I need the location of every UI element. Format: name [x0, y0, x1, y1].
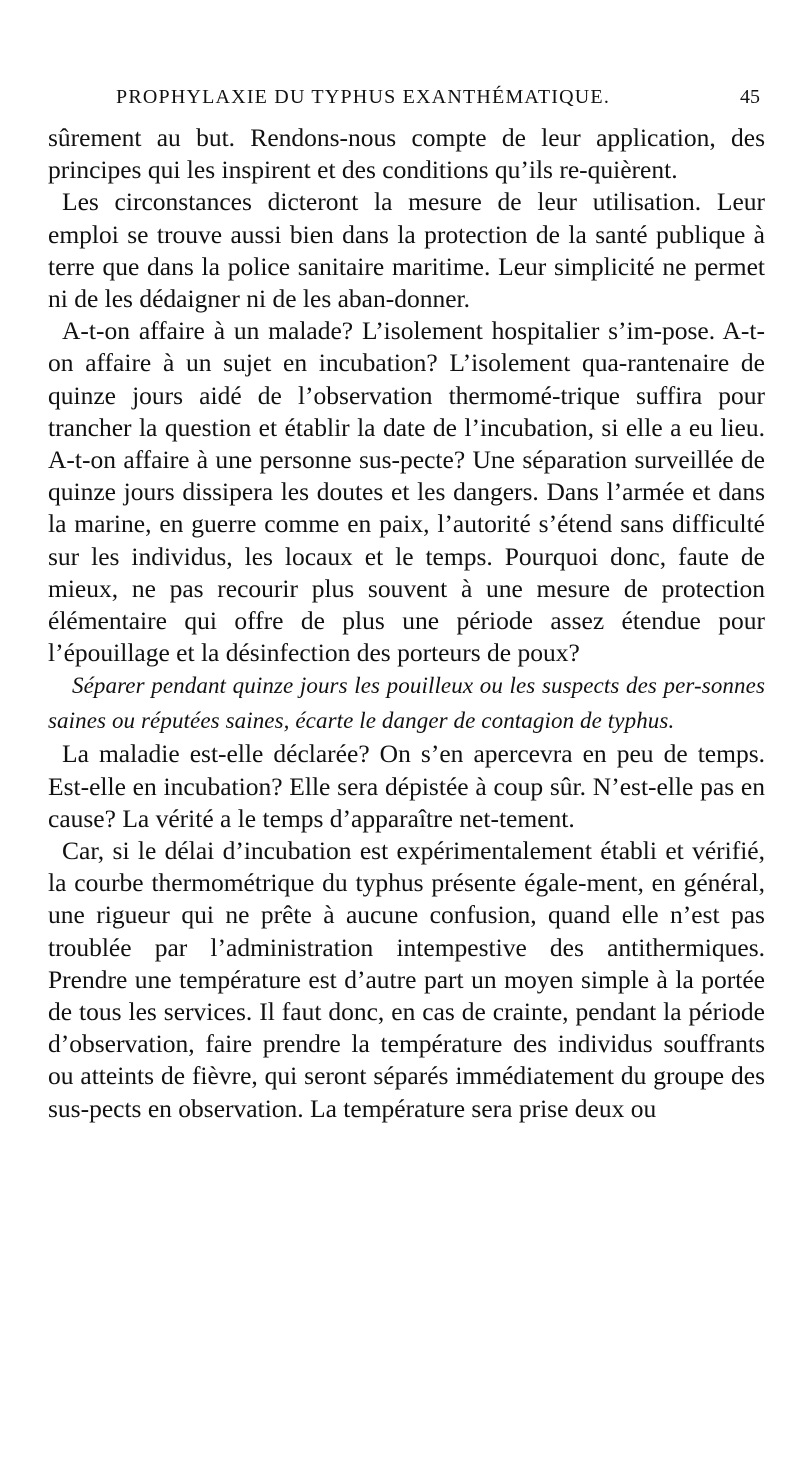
paragraph-incubation-curve: Car, si le délai d’incubation est expérimentalement établi et vérifié, la courbe thermométrique du typhus présente égale-ment, en général, une rigueur qui ne prête à aucune confusion, quand elle n’est pas troublée par l’administration intempestive des antithermiques. Prendre une température est d’autre part un moyen simple à la portée de tous les services. Il faut donc, en cas de crainte, pendant la période d’observation, faire prendre la température des individus souffrants ou atteints de fièvre, qui seront séparés immédiatement du groupe des sus-pects en observation. La température sera prise deux ou [48, 836, 765, 1123]
paragraph-disease-declared: La maladie est-elle déclarée? On s’en apercevra en peu de temps. Est-elle en incubation? Elle sera dépistée à coup sûr. N’est-elle pas en cause? La vérité a le temps d’apparaître net-tement. [48, 739, 765, 833]
page-number: 45 [740, 86, 760, 108]
body-text [48, 122, 765, 1125]
paragraph-circumstances: Les circonstances dicteront la mesure de leur utilisation. Leur emploi se trouve aussi bien dans la protection de la santé publique à terre que dans la police sanitaire maritime. Leur simplicité ne permet ni de les dédaigner ni de les aban-donner. [48, 187, 765, 314]
running-title: PROPHYLAXIE DU TYPHUS EXANTHÉMATIQUE. [116, 86, 611, 108]
paragraph-continuation: sûrement au but. Rendons-nous compte de leur application, des principes qui les inspirent et des conditions qu’ils re-quièrent. [48, 123, 765, 185]
italic-rule: Séparer pendant quinze jours les pouilleux ou les suspects des per-sonnes saines ou réputées saines, écarte le danger de contagion de typhus. [48, 673, 765, 733]
paragraph-isolation-cases: A-t-on affaire à un malade? L’isolement hospitalier s’im-pose. A-t-on affaire à un sujet en incubation? L’isolement qua-rantenaire de quinze jours aidé de l’observation thermomé-trique suffira pour trancher la question et établir la date de l’incubation, si elle a eu lieu. A-t-on affaire à une personne sus-pecte? Une séparation surveillée de quinze jours dissipera les doutes et les dangers. Dans l’armée et dans la marine, en guerre comme en paix, l’autorité s’étend sans difficulté sur les individus, les locaux et le temps. Pourquoi donc, faute de mieux, ne pas recourir plus souvent à une mesure de protection élémentaire qui offre de plus une période assez étendue pour l’épouillage et la désinfection des porteurs de poux? [48, 316, 765, 668]
running-header [54, 84, 766, 118]
